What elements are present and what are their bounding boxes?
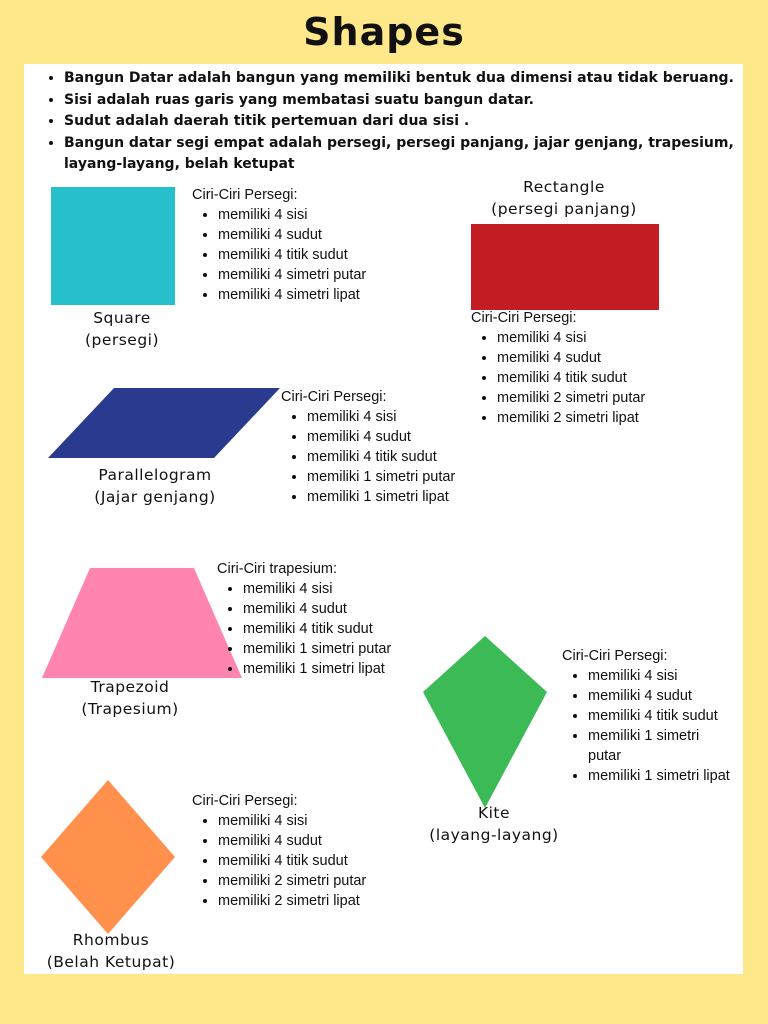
intro-item: • Sisi adalah ruas garis yang membatasi suatu bangun datar. [64, 90, 754, 112]
feature-item: • memiliki 2 simetri lipat [497, 408, 645, 428]
feature-item: • memiliki 4 sudut [218, 225, 366, 245]
feature-item: • memiliki 4 sudut [218, 831, 366, 851]
feature-item: • memiliki 1 simetri putar [307, 467, 455, 487]
intro-list [46, 68, 754, 176]
feature-item: • memiliki 4 titik sudut [588, 706, 732, 726]
square-fill [51, 187, 175, 305]
square-name: Square [93, 309, 151, 327]
feature-item: • memiliki 4 titik sudut [497, 368, 645, 388]
rhombus-local-name: (Belah Ketupat) [46, 953, 176, 971]
kite-features-title: Ciri-Ciri Persegi: [562, 648, 668, 664]
feature-item: • memiliki 4 sisi [218, 811, 366, 831]
kite-fill [423, 636, 547, 808]
trapezoid-label [50, 676, 210, 720]
feature-item: • memiliki 4 sudut [588, 686, 732, 706]
kite-shape [423, 636, 547, 808]
rectangle-local-name: (persegi panjang) [491, 200, 637, 218]
content-panel [24, 64, 743, 974]
feature-item: • memiliki 4 simetri lipat [218, 285, 366, 305]
rectangle-name: Rectangle [523, 178, 605, 196]
trapezoid-features-title: Ciri-Ciri trapesium: [217, 561, 338, 577]
feature-item: • memiliki 4 sisi [218, 205, 366, 225]
feature-item: • memiliki 4 simetri putar [218, 265, 366, 285]
feature-item: • memiliki 1 simetri putar [243, 639, 391, 659]
feature-item: • memiliki 4 sisi [588, 666, 732, 686]
square-features-title: Ciri-Ciri Persegi: [192, 187, 298, 203]
parallelogram-features [281, 387, 455, 507]
parallelogram-local-name: (Jajar genjang) [94, 488, 216, 506]
kite-local-name: (layang-layang) [429, 826, 559, 844]
rectangle-features-title: Ciri-Ciri Persegi: [471, 310, 577, 326]
trapezoid-features [217, 559, 391, 679]
parallelogram-label [60, 464, 250, 508]
feature-item: • memiliki 2 simetri lipat [218, 891, 366, 911]
kite-name: Kite [477, 804, 511, 822]
intro-item: • Bangun datar segi empat adalah persegi, persegi panjang, jajar genjang, trapesium, layang-layang, belah ketupat [64, 133, 754, 176]
intro-item: • Sudut adalah daerah titik pertemuan dari dua sisi . [64, 111, 754, 133]
rhombus-shape [41, 780, 175, 934]
parallelogram-features-title: Ciri-Ciri Persegi: [281, 389, 387, 405]
feature-item: • memiliki 4 titik sudut [307, 447, 455, 467]
kite-features [562, 646, 732, 786]
feature-item: • memiliki 4 sudut [497, 348, 645, 368]
rectangle-label [454, 176, 674, 220]
parallelogram-shape [48, 388, 280, 460]
rhombus-fill [41, 780, 175, 934]
feature-item: • memiliki 1 simetri putar [588, 726, 732, 766]
trapezoid-fill [42, 568, 242, 678]
rhombus-label [26, 929, 196, 973]
trapezoid-shape [42, 568, 242, 678]
feature-item: • memiliki 4 sisi [307, 407, 455, 427]
parallelogram-name: Parallelogram [98, 466, 212, 484]
square-local-name: (persegi) [84, 331, 160, 349]
feature-item: • memiliki 1 simetri lipat [307, 487, 455, 507]
feature-item: • memiliki 1 simetri lipat [243, 659, 391, 679]
trapezoid-name: Trapezoid [90, 678, 170, 696]
feature-item: • memiliki 4 titik sudut [243, 619, 391, 639]
feature-item: • memiliki 2 simetri putar [497, 388, 645, 408]
page-title: Shapes [303, 10, 465, 54]
feature-item: • memiliki 4 sisi [497, 328, 645, 348]
feature-item: • memiliki 4 titik sudut [218, 851, 366, 871]
feature-item: • memiliki 4 sisi [243, 579, 391, 599]
feature-item: • memiliki 1 simetri lipat [588, 766, 732, 786]
square-label [42, 307, 202, 351]
square-shape [51, 187, 175, 305]
rhombus-features [192, 791, 366, 911]
feature-item: • memiliki 4 sudut [307, 427, 455, 447]
rectangle-features [471, 308, 645, 428]
trapezoid-local-name: (Trapesium) [81, 700, 179, 718]
feature-item: • memiliki 4 sudut [243, 599, 391, 619]
intro-item: • Bangun Datar adalah bangun yang memiliki bentuk dua dimensi atau tidak beruang. [64, 68, 754, 90]
feature-item: • memiliki 2 simetri putar [218, 871, 366, 891]
feature-item: • memiliki 4 titik sudut [218, 245, 366, 265]
rhombus-name: Rhombus [72, 931, 150, 949]
rectangle-fill [471, 224, 659, 310]
kite-label [409, 802, 579, 846]
square-features [192, 185, 366, 305]
parallelogram-fill [48, 388, 280, 458]
rhombus-features-title: Ciri-Ciri Persegi: [192, 793, 298, 809]
rectangle-shape [471, 224, 659, 310]
